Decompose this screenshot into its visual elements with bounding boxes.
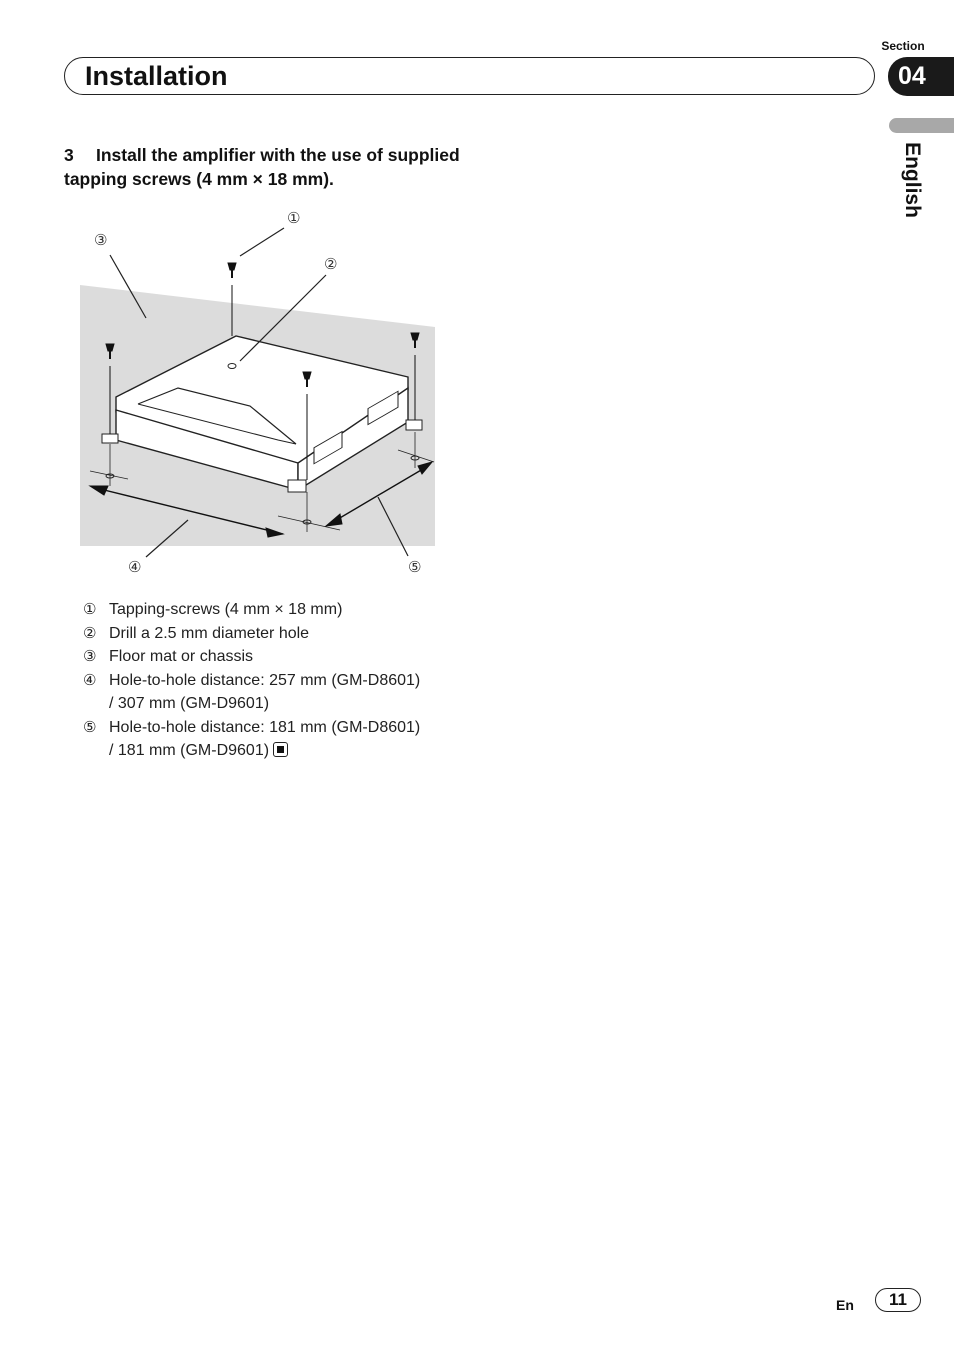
legend-item [83, 598, 463, 622]
legend-item [83, 716, 463, 763]
amplifier-installation-figure [78, 200, 440, 582]
callout-5: ⑤ [408, 558, 422, 576]
legend-number: ① [83, 601, 97, 618]
legend-text-continued: / 307 mm (GM-D9601) [109, 695, 270, 712]
page-title: Installation [85, 61, 228, 91]
legend-text: Floor mat or chassis [109, 648, 254, 665]
section-label: Section [881, 39, 925, 53]
legend-number: ② [83, 624, 97, 642]
legend-item [83, 645, 463, 669]
legend-text: Hole-to-hole distance: 181 mm (GM-D8601) [109, 718, 421, 736]
section-number-badge: 04 [888, 57, 954, 96]
legend-text: Drill a 2.5 mm diameter hole [109, 624, 310, 642]
figure-legend [83, 598, 463, 763]
leader-line-1 [240, 228, 284, 256]
language-tab-label: English [901, 142, 924, 218]
step-number: 3 [64, 145, 74, 165]
callout-1: ① [287, 209, 301, 227]
step-heading [64, 143, 464, 191]
callout-3: ③ [94, 231, 108, 249]
page-number: 11 [875, 1288, 921, 1312]
mounting-foot-3 [406, 420, 422, 430]
legend-number: ④ [83, 671, 97, 689]
footer-language-code: En [836, 1297, 854, 1313]
callout-4: ④ [128, 558, 142, 576]
legend-text-continued: / 181 mm (GM-D9601) [109, 742, 270, 759]
end-of-section-icon [273, 742, 288, 757]
legend-item [83, 622, 463, 646]
mounting-foot-2 [288, 480, 306, 492]
legend-number: ⑤ [83, 718, 97, 736]
page-title-frame [64, 57, 875, 95]
legend-number: ③ [83, 648, 97, 665]
legend-text: Tapping-screws (4 mm × 18 mm) [109, 601, 343, 618]
legend-item [83, 669, 463, 716]
callout-2: ② [324, 255, 338, 273]
mounting-foot-1 [102, 434, 118, 443]
drill-hole [228, 364, 236, 369]
step-text: Install the amplifier with the use of supplied tapping screws (4 mm × 18 mm). [64, 145, 460, 189]
legend-text: Hole-to-hole distance: 257 mm (GM-D8601) [109, 671, 421, 689]
language-tab-marker [889, 118, 954, 133]
